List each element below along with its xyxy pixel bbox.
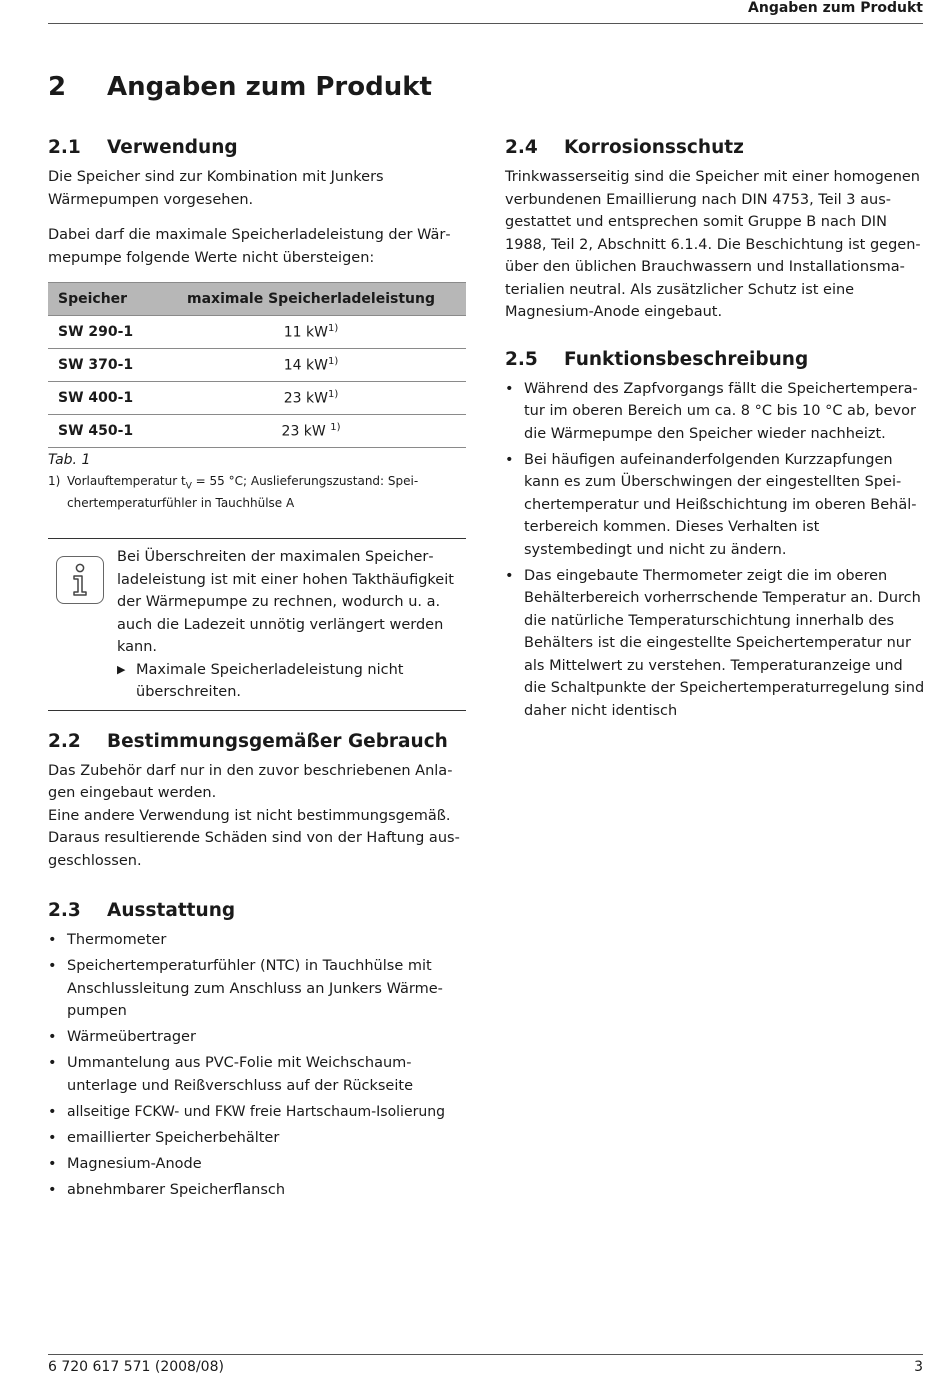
bullet-icon: • — [48, 1181, 57, 1198]
paragraph-line: Eine andere Verwendung ist nicht bestimmungsgemäß. — [48, 807, 451, 824]
table-row — [48, 349, 466, 382]
section-2-3 — [48, 899, 466, 1201]
list-item-text: Bei häufigen aufeinanderfolgenden Kurzzapfungen kann es zum Überschwingen der eingestellten Speichertemperatur und Heißschichtung im oberen Behälterbereich kommen. Dieses Verhalten ist systembedingt und nicht zu ändern. — [524, 451, 917, 558]
table-cell-model: SW 370-1 — [48, 349, 156, 382]
equipment-list — [48, 929, 466, 1201]
section-number: 2.2 — [48, 730, 81, 752]
section-title: Funktionsbeschreibung — [564, 348, 809, 370]
chapter-title-text: Angaben zum Produkt — [107, 72, 432, 102]
bullet-icon: • — [48, 1055, 57, 1072]
table-cell-value — [156, 382, 466, 415]
section-title: Ausstattung — [107, 900, 236, 922]
value-text: 23 kW — [281, 423, 331, 440]
table-header: Speicher — [48, 283, 156, 316]
section-number: 2.3 — [48, 900, 81, 922]
footnote-ref: 1) — [330, 422, 341, 434]
value-text: 23 kW — [283, 390, 328, 407]
footnote-ref: 1) — [327, 389, 339, 401]
list-item-text: Ummantelung aus PVC-Folie mit Weichschaumunterlage und Reißverschluss auf der Rückseite — [67, 1055, 413, 1094]
table-cell-model: SW 290-1 — [48, 316, 156, 349]
footnote-ref: 1) — [327, 323, 339, 335]
info-note — [48, 538, 466, 711]
footnote-text-b: = 55 °C; Auslieferungszustand: Speichertemperaturfühler in Tauchhülse A — [67, 474, 419, 511]
bullet-icon: • — [505, 380, 514, 397]
section-2-3-heading — [48, 899, 466, 923]
page-footer — [48, 1354, 923, 1375]
section-2-2-heading — [48, 730, 466, 754]
section-number: 2.5 — [505, 348, 538, 370]
list-item-text: Thermometer — [67, 932, 167, 949]
table-footnote — [48, 473, 466, 512]
list-item — [48, 1153, 466, 1176]
list-item — [505, 565, 925, 723]
paragraph-line: Das Zubehör darf nur in den zuvor beschriebenen Anlagen eingebaut werden. — [48, 762, 453, 802]
list-item — [48, 1179, 466, 1202]
table-cell-value — [156, 316, 466, 349]
footnote-text-a: Vorlauftemperatur t — [67, 474, 186, 488]
charging-power-table — [48, 282, 466, 448]
paragraph: Trinkwasserseitig sind die Speicher mit einer homogenen verbundenen Emaillierung nach DIN 4753, Teil 3 ausgestattet und entsprechen somit Gruppe B nach DIN 1988, Teil 2, Abschnitt 6.1.4. Die Beschichtung ist gegenüber den üblichen Brauchwassern und Installationsmaterialien neutral. Als zusätzlicher Schutz ist eine Magnesium-Anode eingebaut. — [505, 169, 921, 320]
note-text — [117, 546, 457, 704]
table-header: maximale Speicherladeleistung — [156, 283, 466, 316]
list-item — [48, 1127, 466, 1150]
arrow-right-icon: ▶ — [117, 662, 126, 676]
table-row — [48, 316, 466, 349]
list-item — [48, 929, 466, 952]
bullet-icon: • — [48, 932, 57, 949]
footnote-subscript: V — [185, 481, 192, 492]
section-title: Verwendung — [107, 137, 238, 158]
bullet-icon: • — [48, 1129, 57, 1146]
footnote-ref: 1) — [327, 356, 339, 368]
section-2-1-heading — [48, 136, 466, 160]
list-item — [48, 1052, 466, 1097]
bullet-icon: • — [48, 1103, 57, 1120]
section-2-1 — [48, 136, 466, 711]
list-item — [505, 378, 925, 446]
note-paragraph: Bei Überschreiten der maximalen Speicherladeleistung ist mit einer hohen Takthäufigkeit der Wärmepumpe zu rechnen, wodurch u. a. auch die Ladezeit unnötig verlängert werden kann. — [117, 549, 454, 656]
paragraph: Die Speicher sind zur Kombination mit Junkers Wärmepumpen vorgesehen. — [48, 169, 384, 208]
page-header — [48, 0, 923, 24]
table-cell-value — [156, 415, 466, 448]
table-cell-value — [156, 349, 466, 382]
running-title: Angaben zum Produkt — [748, 0, 923, 16]
page-number: 3 — [914, 1359, 923, 1375]
function-list — [505, 378, 925, 723]
bullet-icon: • — [48, 958, 57, 975]
note-action-text: Maximale Speicherladeleistung nicht überschreiten. — [136, 661, 404, 701]
paragraph: Dabei darf die maximale Speicherladeleistung der Wärmepumpe folgende Werte nicht übersteigen: — [48, 227, 451, 266]
table-header-row — [48, 283, 466, 316]
note-action — [117, 659, 457, 704]
right-column — [505, 136, 925, 726]
list-item-text: Magnesium-Anode — [67, 1155, 202, 1172]
bullet-icon: • — [48, 1029, 57, 1046]
paragraph-line: Daraus resultierende Schäden sind von der Haftung ausgeschlossen. — [48, 830, 460, 869]
bullet-icon: • — [505, 567, 514, 584]
table-row — [48, 382, 466, 415]
list-item — [48, 955, 466, 1023]
table-cell-model: SW 450-1 — [48, 415, 156, 448]
table-row — [48, 415, 466, 448]
chapter-title — [48, 72, 432, 102]
section-2-5 — [505, 348, 925, 723]
info-icon — [56, 556, 104, 604]
footnote-marker: 1) — [48, 474, 61, 488]
table-caption: Tab. 1 — [48, 452, 91, 468]
section-2-5-heading — [505, 348, 925, 372]
section-2-4-heading — [505, 136, 925, 160]
bullet-icon: • — [48, 1155, 57, 1172]
list-item — [48, 1101, 466, 1124]
list-item-text: Wärmeübertrager — [67, 1029, 196, 1046]
section-number: 2.1 — [48, 137, 81, 158]
chapter-number: 2 — [48, 72, 67, 102]
section-title: Korrosionsschutz — [564, 137, 744, 158]
list-item-text: emaillierter Speicherbehälter — [67, 1129, 280, 1146]
section-2-4 — [505, 136, 925, 324]
list-item-text: Das eingebaute Thermometer zeigt die im oberen Behälterbereich vorherrschende Temperatur an. Durch die natürliche Temperaturschichtung innerhalb des Behälters ist die eingestellte Speichertemperatur nur als Mittelwert zu verstehen. Temperaturanzeige und die Schaltpunkte der Speichertemperaturregelung sind daher nicht identisch — [524, 567, 925, 719]
list-item-text: Speichertemperaturfühler (NTC) in Tauchhülse mit Anschlussleitung zum Anschluss an Junkers Wärmepumpen — [67, 958, 443, 1020]
document-number: 6 720 617 571 (2008/08) — [48, 1359, 224, 1375]
list-item-text: allseitige FCKW- und FKW freie Hartschaum-Isolierung — [67, 1103, 445, 1120]
section-title: Bestimmungsgemäßer Gebrauch — [107, 730, 448, 752]
list-item — [505, 449, 925, 562]
value-text: 14 kW — [283, 357, 328, 374]
section-2-2 — [48, 730, 466, 873]
footnote-text — [67, 473, 466, 512]
list-item — [48, 1026, 466, 1049]
list-item-text: Während des Zapfvorgangs fällt die Speichertemperatur im oberen Bereich um ca. 8 °C bis 10 °C ab, bevor die Wärmepumpe den Speicher wieder nachheizt. — [524, 380, 918, 442]
value-text: 11 kW — [283, 324, 328, 341]
table-cell-model: SW 400-1 — [48, 382, 156, 415]
bullet-icon: • — [505, 451, 514, 468]
left-column — [48, 136, 466, 1205]
section-number: 2.4 — [505, 137, 538, 158]
list-item-text: abnehmbarer Speicherflansch — [67, 1181, 286, 1198]
